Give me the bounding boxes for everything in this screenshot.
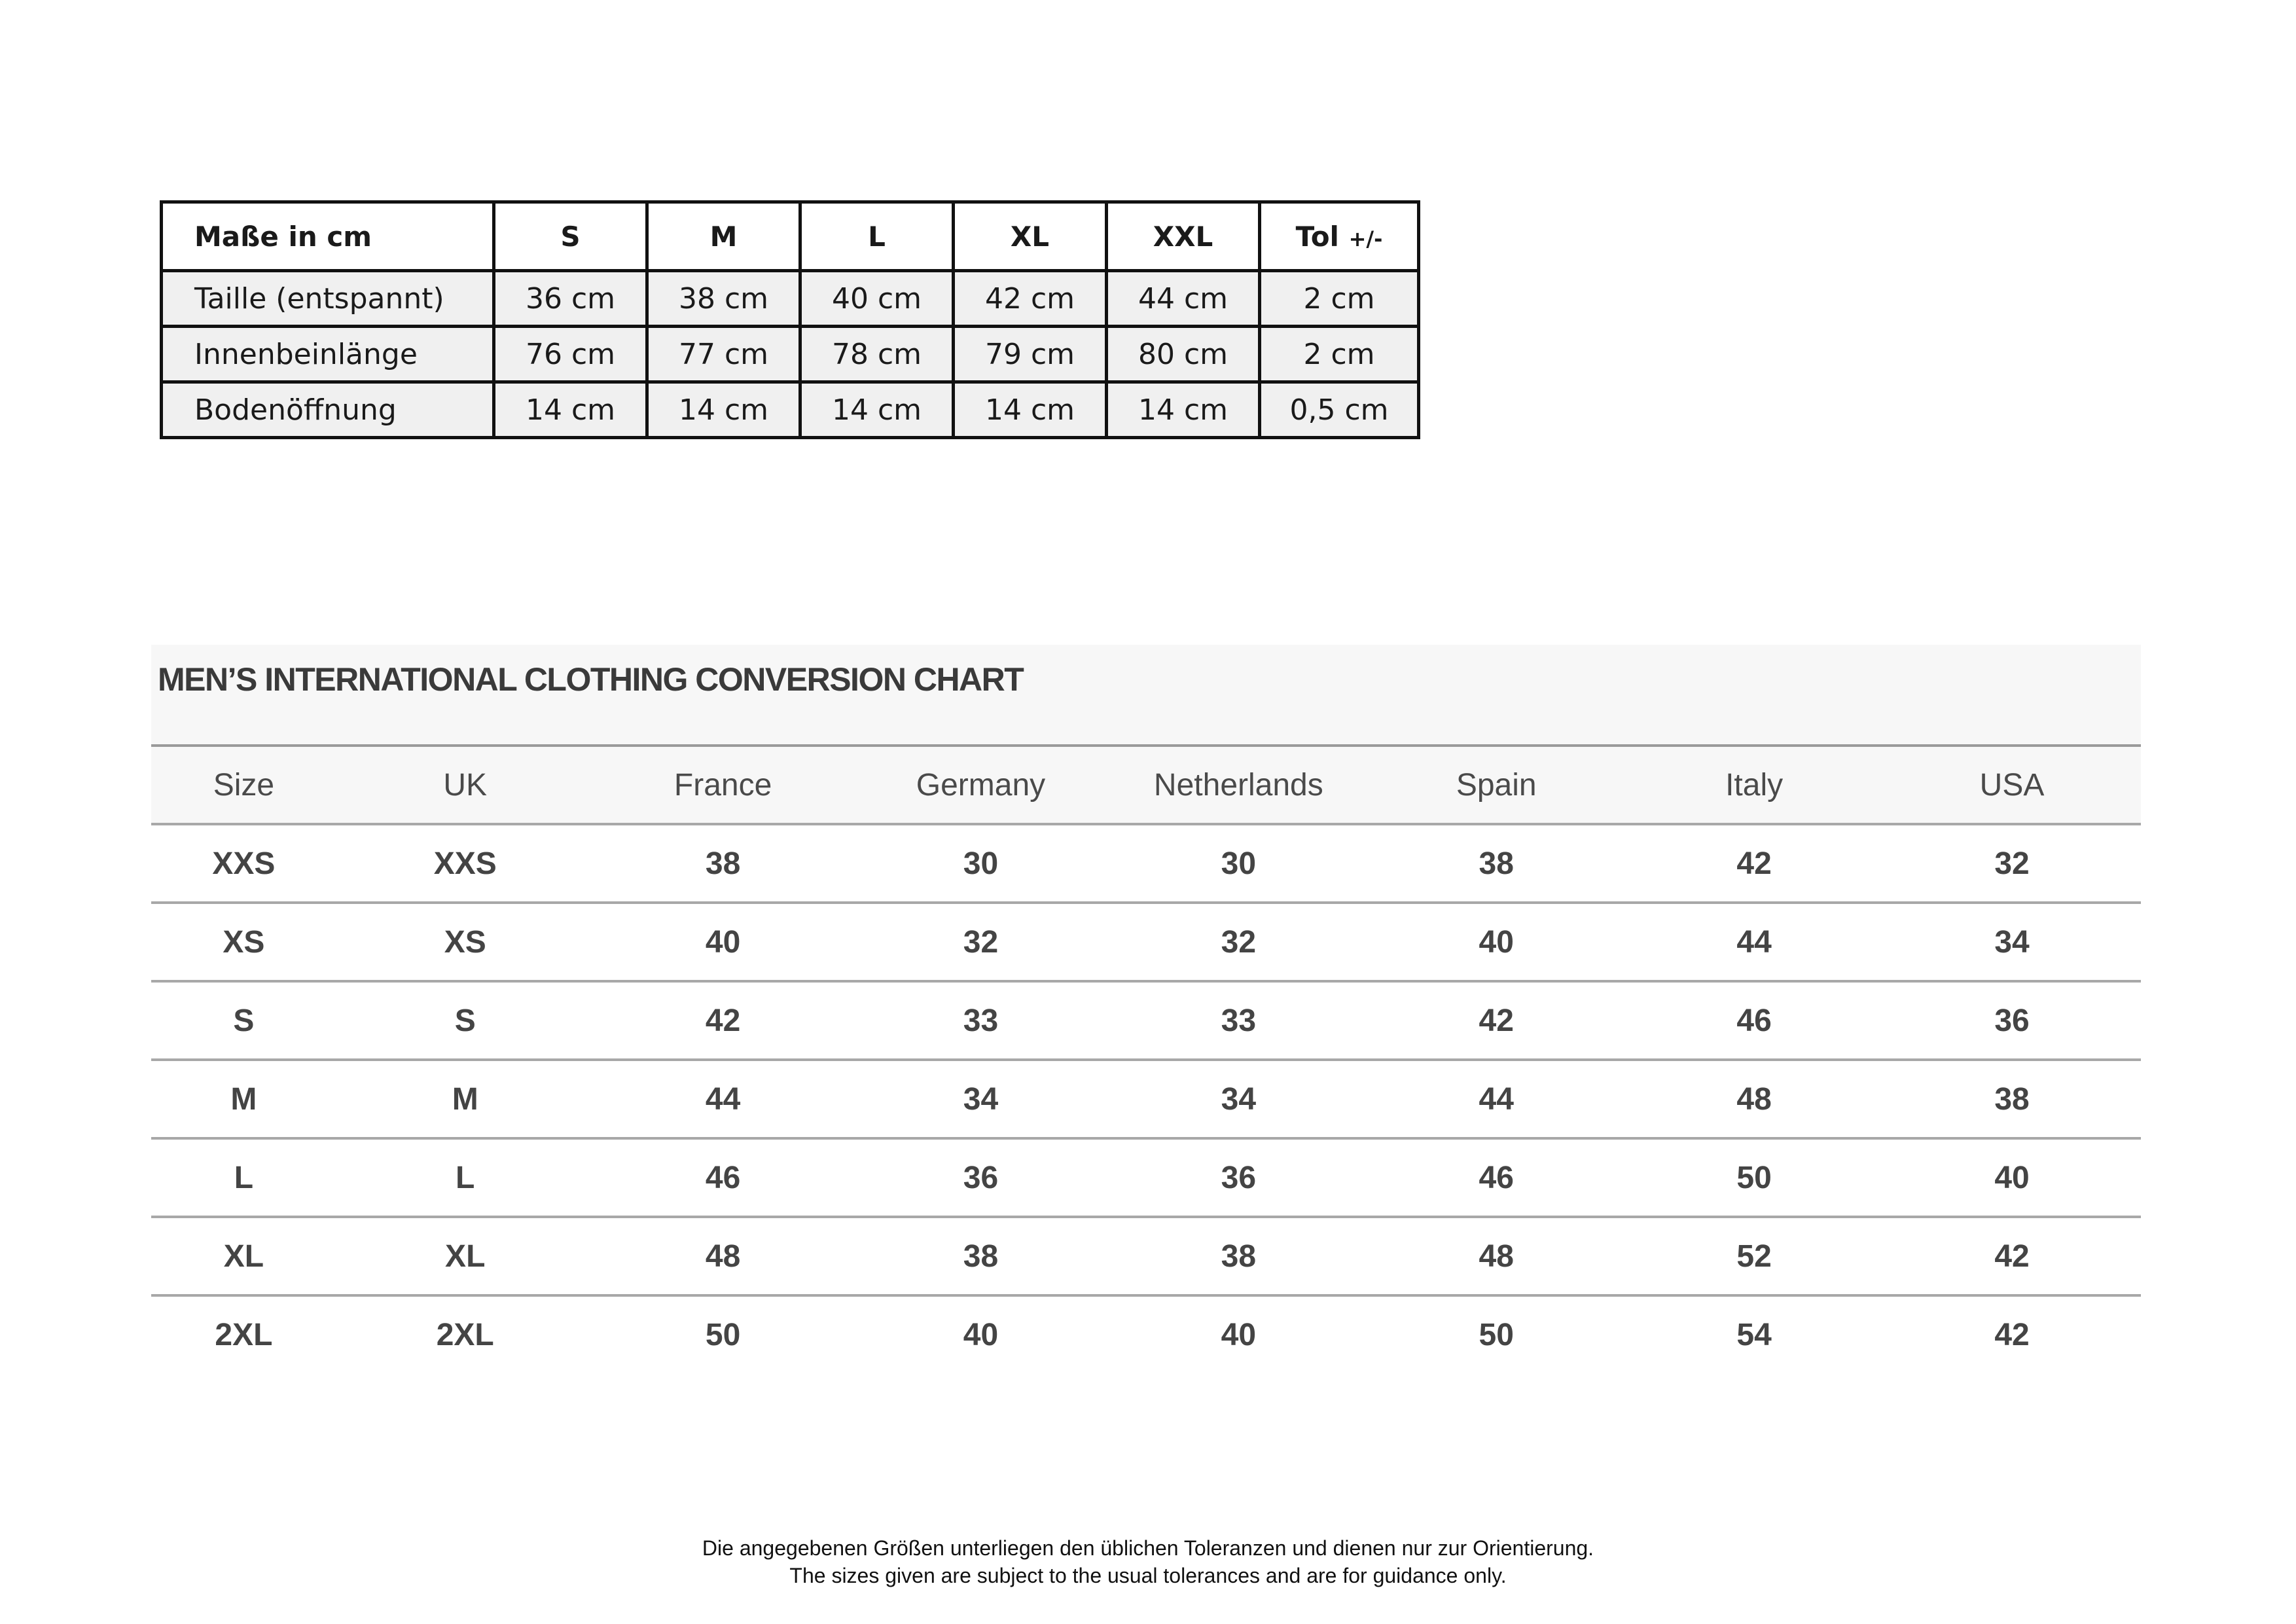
conversion-cell: 46: [594, 1138, 852, 1217]
conversion-cell: 42: [1367, 981, 1625, 1060]
conversion-cell: XL: [151, 1217, 336, 1295]
conversion-cell: S: [336, 981, 594, 1060]
conversion-header-cell: USA: [1883, 747, 2141, 824]
conversion-cell: 44: [1625, 903, 1883, 981]
conversion-cell: 38: [1367, 824, 1625, 903]
conversion-header-cell: UK: [336, 747, 594, 824]
measurement-row-label: Innenbeinlänge: [162, 327, 494, 382]
measurement-cell: 14 cm: [1107, 382, 1260, 438]
measurement-row-label: Taille (entspannt): [162, 271, 494, 327]
conversion-cell: S: [151, 981, 336, 1060]
conversion-cell: 44: [1367, 1060, 1625, 1138]
conversion-cell: 34: [1109, 1060, 1367, 1138]
conversion-cell: 36: [1109, 1138, 1367, 1217]
conversion-cell: 50: [1479, 1317, 1514, 1352]
conversion-cell: 2XL: [436, 1317, 494, 1352]
conversion-cell: 42: [1625, 824, 1883, 903]
measurement-cell: 76 cm: [494, 327, 647, 382]
conversion-cell: L: [151, 1138, 336, 1217]
conversion-cell: 32: [1883, 824, 2141, 903]
conversion-cell: 30: [1109, 824, 1367, 903]
conversion-cell: 48: [1367, 1217, 1625, 1295]
conversion-cell: 33: [1109, 981, 1367, 1060]
measurement-header-tolerance: [1260, 202, 1419, 271]
conversion-cell: 32: [1109, 903, 1367, 981]
footer-note-german: Die angegebenen Größen unterliegen den üblichen Toleranzen und dienen nur zur Orientierung.: [702, 1536, 1594, 1560]
measurement-row: [162, 327, 1419, 382]
conversion-cell: XL: [336, 1217, 594, 1295]
conversion-cell: 40: [1221, 1317, 1257, 1352]
measurement-header-size: XL: [954, 202, 1107, 271]
conversion-cell: 34: [1883, 903, 2141, 981]
measurement-tolerance-cell: 0,5 cm: [1260, 382, 1419, 438]
conversion-title-bar: [151, 645, 2141, 747]
conversion-cell: 40: [963, 1317, 999, 1352]
tolerance-sub-label: +/-: [1348, 226, 1383, 251]
measurement-row: [162, 382, 1419, 438]
conversion-cell: 34: [852, 1060, 1110, 1138]
conversion-cell: 33: [852, 981, 1110, 1060]
conversion-cell: 40: [594, 903, 852, 981]
measurement-cell: 77 cm: [647, 327, 800, 382]
conversion-chart: [151, 645, 2141, 1373]
measurement-header-size: M: [647, 202, 800, 271]
conversion-cell: 38: [594, 824, 852, 903]
conversion-cell: XS: [151, 903, 336, 981]
conversion-cell: 40: [1883, 1138, 2141, 1217]
conversion-row: [151, 903, 2141, 981]
measurement-cell: 36 cm: [494, 271, 647, 327]
tolerance-label: Tol: [1295, 220, 1339, 253]
measurement-cell: 44 cm: [1107, 271, 1260, 327]
measurement-tolerance-cell: 2 cm: [1260, 327, 1419, 382]
conversion-cell: L: [336, 1138, 594, 1217]
footer-note: [0, 1534, 2296, 1589]
measurement-table: [160, 200, 1420, 439]
measurement-cell: 38 cm: [647, 271, 800, 327]
conversion-header-row: [151, 747, 2141, 824]
measurement-cell: 14 cm: [954, 382, 1107, 438]
measurement-cell: 14 cm: [647, 382, 800, 438]
conversion-header-cell: Spain: [1367, 747, 1625, 824]
footer-note-english: The sizes given are subject to the usual tolerances and are for guidance only.: [789, 1564, 1507, 1587]
conversion-cell: 2XL: [215, 1317, 273, 1352]
conversion-row: [151, 981, 2141, 1060]
measurement-header-size: L: [800, 202, 954, 271]
measurement-header-row: [162, 202, 1419, 271]
measurement-row-label: Bodenöffnung: [162, 382, 494, 438]
conversion-cell: XXS: [336, 824, 594, 903]
conversion-cell: M: [151, 1060, 336, 1138]
conversion-row: [151, 1217, 2141, 1295]
conversion-cell: 32: [852, 903, 1110, 981]
conversion-cell: 38: [852, 1217, 1110, 1295]
measurement-cell: 14 cm: [494, 382, 647, 438]
measurement-cell: 40 cm: [800, 271, 954, 327]
measurement-cell: 80 cm: [1107, 327, 1260, 382]
conversion-row: [151, 1060, 2141, 1138]
measurement-row: [162, 271, 1419, 327]
conversion-cell: 42: [594, 981, 852, 1060]
conversion-cell: 46: [1367, 1138, 1625, 1217]
conversion-cell: 38: [1883, 1060, 2141, 1138]
conversion-cell: 42: [1994, 1317, 2030, 1352]
conversion-cell: 44: [594, 1060, 852, 1138]
measurement-cell: 79 cm: [954, 327, 1107, 382]
measurement-header-label: Maße in cm: [162, 202, 494, 271]
conversion-cell: 48: [1625, 1060, 1883, 1138]
conversion-cell: 38: [1109, 1217, 1367, 1295]
conversion-cell: 50: [1625, 1138, 1883, 1217]
conversion-title: MEN’S INTERNATIONAL CLOTHING CONVERSION CHART: [158, 661, 1024, 698]
conversion-header-cell: France: [594, 747, 852, 824]
conversion-header-cell: Germany: [852, 747, 1110, 824]
conversion-header-cell: Netherlands: [1109, 747, 1367, 824]
measurement-header-size: XXL: [1107, 202, 1260, 271]
conversion-cell: 42: [1883, 1217, 2141, 1295]
conversion-cell: XXS: [151, 824, 336, 903]
conversion-table: [151, 747, 2141, 1373]
conversion-cell: 30: [852, 824, 1110, 903]
conversion-cell: 46: [1625, 981, 1883, 1060]
conversion-row: [151, 824, 2141, 903]
conversion-cell: 50: [705, 1317, 741, 1352]
conversion-cell: M: [336, 1060, 594, 1138]
conversion-row: [151, 1295, 2141, 1373]
measurement-header-size: S: [494, 202, 647, 271]
conversion-header-cell: Size: [151, 747, 336, 824]
conversion-cell: 48: [594, 1217, 852, 1295]
conversion-cell: 52: [1625, 1217, 1883, 1295]
measurement-cell: 78 cm: [800, 327, 954, 382]
conversion-cell: 40: [1367, 903, 1625, 981]
conversion-cell: 36: [1883, 981, 2141, 1060]
measurement-cell: 42 cm: [954, 271, 1107, 327]
conversion-cell: 54: [1736, 1317, 1772, 1352]
conversion-cell: 36: [852, 1138, 1110, 1217]
measurement-cell: 14 cm: [800, 382, 954, 438]
conversion-cell: XS: [336, 903, 594, 981]
conversion-row: [151, 1138, 2141, 1217]
measurement-tolerance-cell: 2 cm: [1260, 271, 1419, 327]
conversion-header-cell: Italy: [1625, 747, 1883, 824]
